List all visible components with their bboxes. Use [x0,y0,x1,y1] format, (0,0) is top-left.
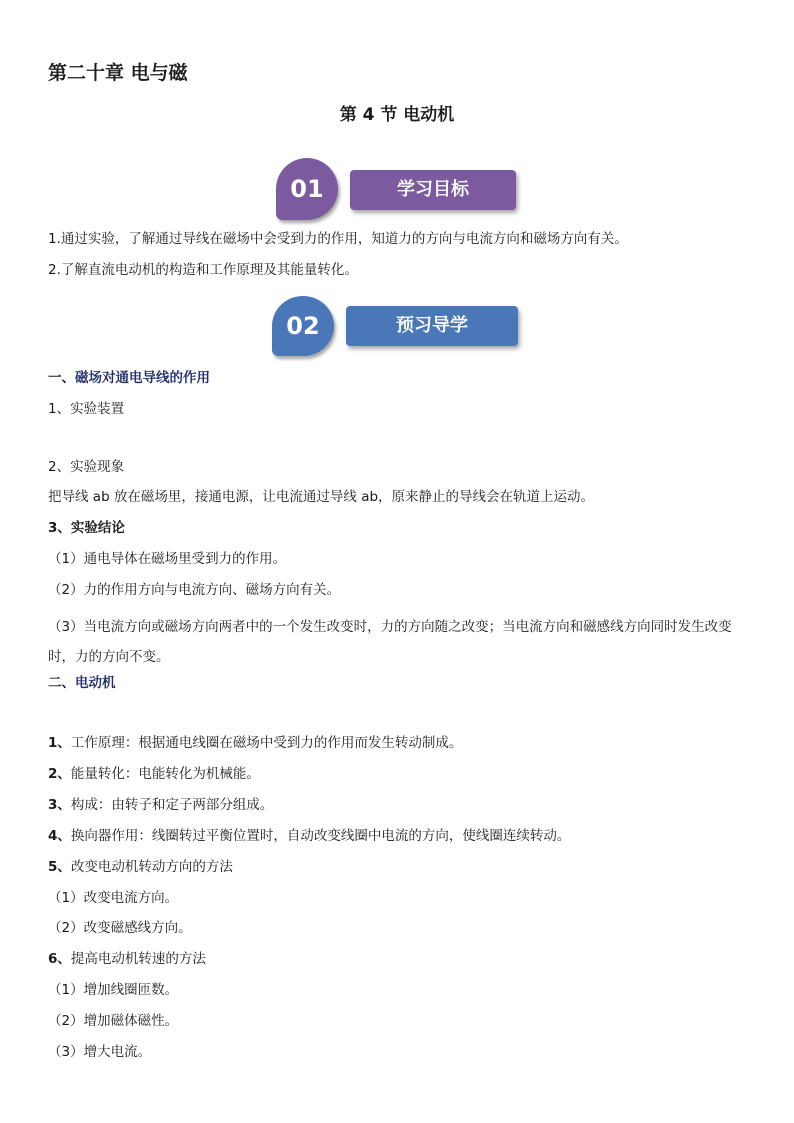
part1-item1: 1、实验装置 [48,401,125,417]
part1-item2: 2、实验现象 [48,459,125,475]
badge-label-bar [350,170,516,210]
motor-item-3 [48,796,273,814]
motor-item-label: 4、 [48,828,71,844]
motor-item-text: 提高电动机转速的方法 [70,951,206,967]
badge-number-circle [276,158,338,220]
badge-preview-guide [272,296,522,358]
badge-label: 预习导学 [396,315,468,336]
motor-item-label: 3、 [48,797,71,813]
badge-number-circle [272,296,334,356]
motor-item-6 [48,950,206,968]
part2-heading-text: 电动机 [75,675,116,691]
method6-2: （2）增加磁体磁性。 [48,1013,179,1029]
motor-item-text: 能量转化：电能转化为机械能。 [70,766,260,782]
motor-item-text: 换向器作用：线圈转过平衡位置时，自动改变线圈中电流的方向，使线圈连续转动。 [70,828,571,844]
method5-2: （2）改变磁感线方向。 [48,920,192,936]
part1-item2-text: 把导线 ab 放在磁场里，接通电源，让电流通过导线 ab，原来静止的导线会在轨道上运动。 [48,489,595,505]
conclusion-3: （3）当电流方向或磁场方向两者中的一个发生改变时，力的方向随之改变；当电流方向和磁感线方向同时发生改变时，力的方向不变。 [48,619,732,665]
motor-item-label: 5、 [48,859,71,875]
motor-item-label: 6、 [48,951,71,967]
part1-item3: 3、实验结论 [48,520,125,536]
section-title: 第 4 节 电动机 [339,105,455,125]
badge-number: 02 [286,312,320,340]
method6-3: （3）增大电流。 [48,1044,152,1060]
motor-item-text: 工作原理：根据通电线圈在磁场中受到力的作用而发生转动制成。 [70,735,463,751]
motor-item-4 [48,827,570,845]
part2-heading-prefix: 二、 [48,675,75,691]
badge-label: 学习目标 [397,179,469,200]
motor-item-text: 改变电动机转动方向的方法 [70,859,233,875]
motor-item-text: 构成：由转子和定子两部分组成。 [70,797,274,813]
part1-heading-prefix: 一、 [48,370,75,386]
motor-item-5 [48,858,233,876]
chapter-title: 第二十章 电与磁 [48,62,188,84]
conclusion-2: （2）力的作用方向与电流方向、磁场方向有关。 [48,582,341,598]
objective-2: 2.了解直流电动机的构造和工作原理及其能量转化。 [48,262,358,278]
motor-item-label: 2、 [48,766,71,782]
badge-number: 01 [290,175,324,203]
motor-item-label: 1、 [48,735,71,751]
conclusion-1: （1）通电导体在磁场里受到力的作用。 [48,551,287,567]
badge-label-bar [346,306,518,346]
method5-1: （1）改变电流方向。 [48,890,179,906]
badge-learning-objectives [276,158,518,222]
part1-heading [48,369,210,387]
part1-heading-text: 磁场对通电导线的作用 [75,370,210,386]
motor-item-2 [48,765,260,783]
part2-heading [48,674,116,692]
objective-1: 1.通过实验，了解通过导线在磁场中会受到力的作用，知道力的方向与电流方向和磁场方向有关。 [48,231,628,247]
motor-item-1 [48,734,462,752]
method6-1: （1）增加线圈匝数。 [48,982,179,998]
